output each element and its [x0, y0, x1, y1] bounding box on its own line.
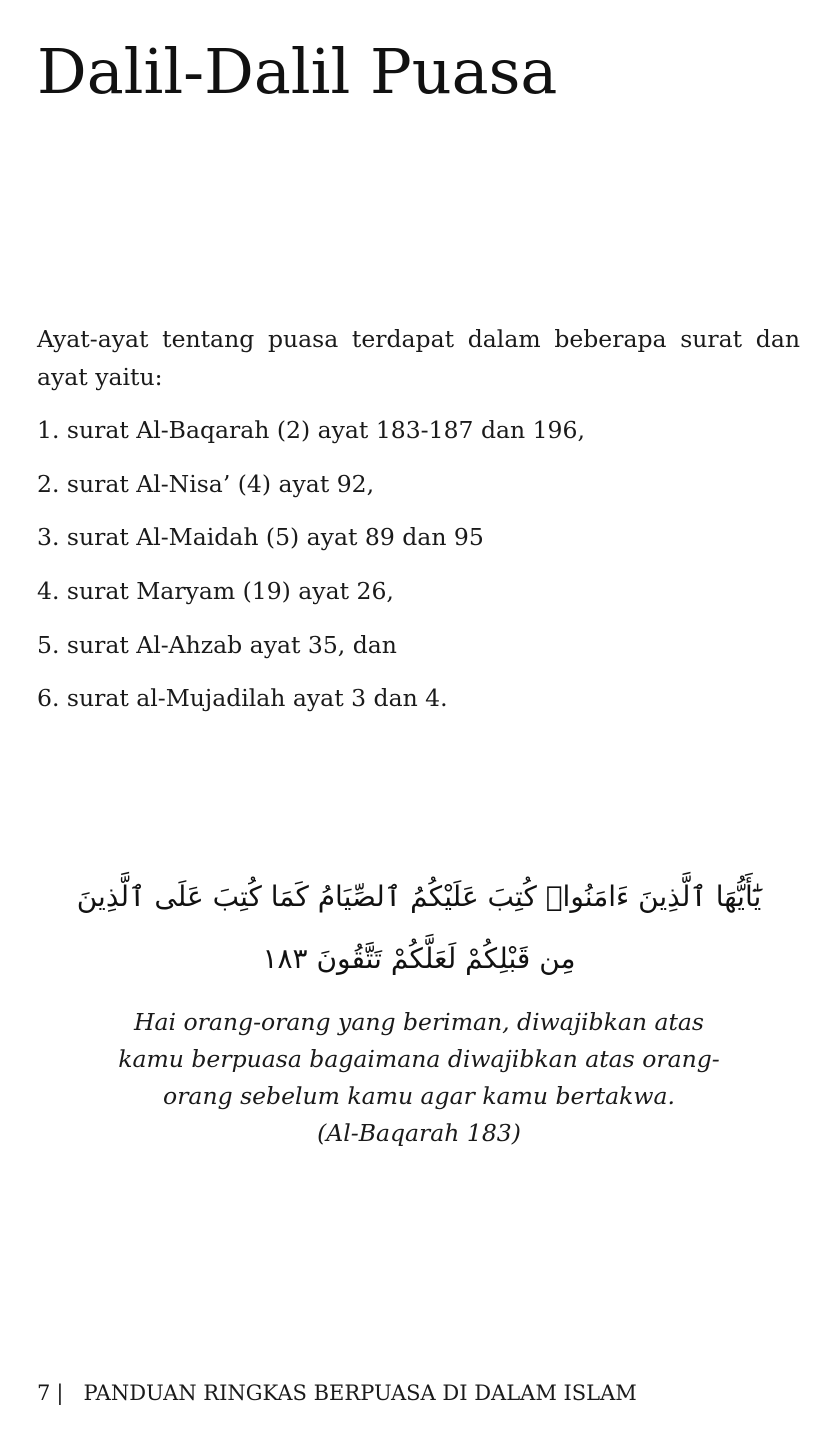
translation-line: orang sebelum kamu agar kamu bertakwa. [163, 1082, 675, 1110]
list-item: 5. surat Al-Ahzab ayat 35, dan [37, 630, 397, 659]
list-item: 1. surat Al-Baqarah (2) ayat 183-187 dan 196, [37, 416, 585, 444]
list-item: 4. surat Maryam (19) ayat 26, [37, 577, 394, 606]
list-item: 3. surat Al-Maidah (5) ayat 89 dan 95 [37, 523, 484, 552]
list-item: 2. surat Al-Nisa’ (4) ayat 92, [37, 469, 375, 498]
verse-reference: (Al-Baqarah 183) [317, 1119, 521, 1147]
translation-line: Hai orang-orang yang beriman, diwajibkan atas [134, 1008, 704, 1036]
page-number: 7 [37, 1381, 51, 1405]
footer-separator: | [56, 1381, 64, 1405]
verse-translation [60, 1004, 778, 1152]
surah-list [37, 411, 800, 733]
page-footer [37, 1376, 637, 1410]
translation-line: kamu berpuasa bagaimana diwajibkan atas orang- [118, 1045, 720, 1073]
page-title: Dalil-Dalil Puasa [37, 35, 558, 108]
arabic-verse: يَٰٓأَيُّهَا ٱلَّذِينَ ءَامَنُوا۟ كُتِبَ عَلَيْكُمُ ٱلصِّيَامُ كَمَا كُتِبَ عَلَى ٱلَّذِينَ مِن قَبْلِكُمْ لَعَلَّكُمْ تَتَّقُونَ ١٨٣ [76, 880, 762, 975]
book-title: PANDUAN RINGKAS BERPUASA DI DALAM ISLAM [83, 1381, 637, 1405]
list-item: 6. surat al-Mujadilah ayat 3 dan 4. [37, 684, 448, 713]
intro-paragraph: Ayat-ayat tentang puasa terdapat dalam beberapa surat dan ayat yaitu: [37, 325, 800, 391]
